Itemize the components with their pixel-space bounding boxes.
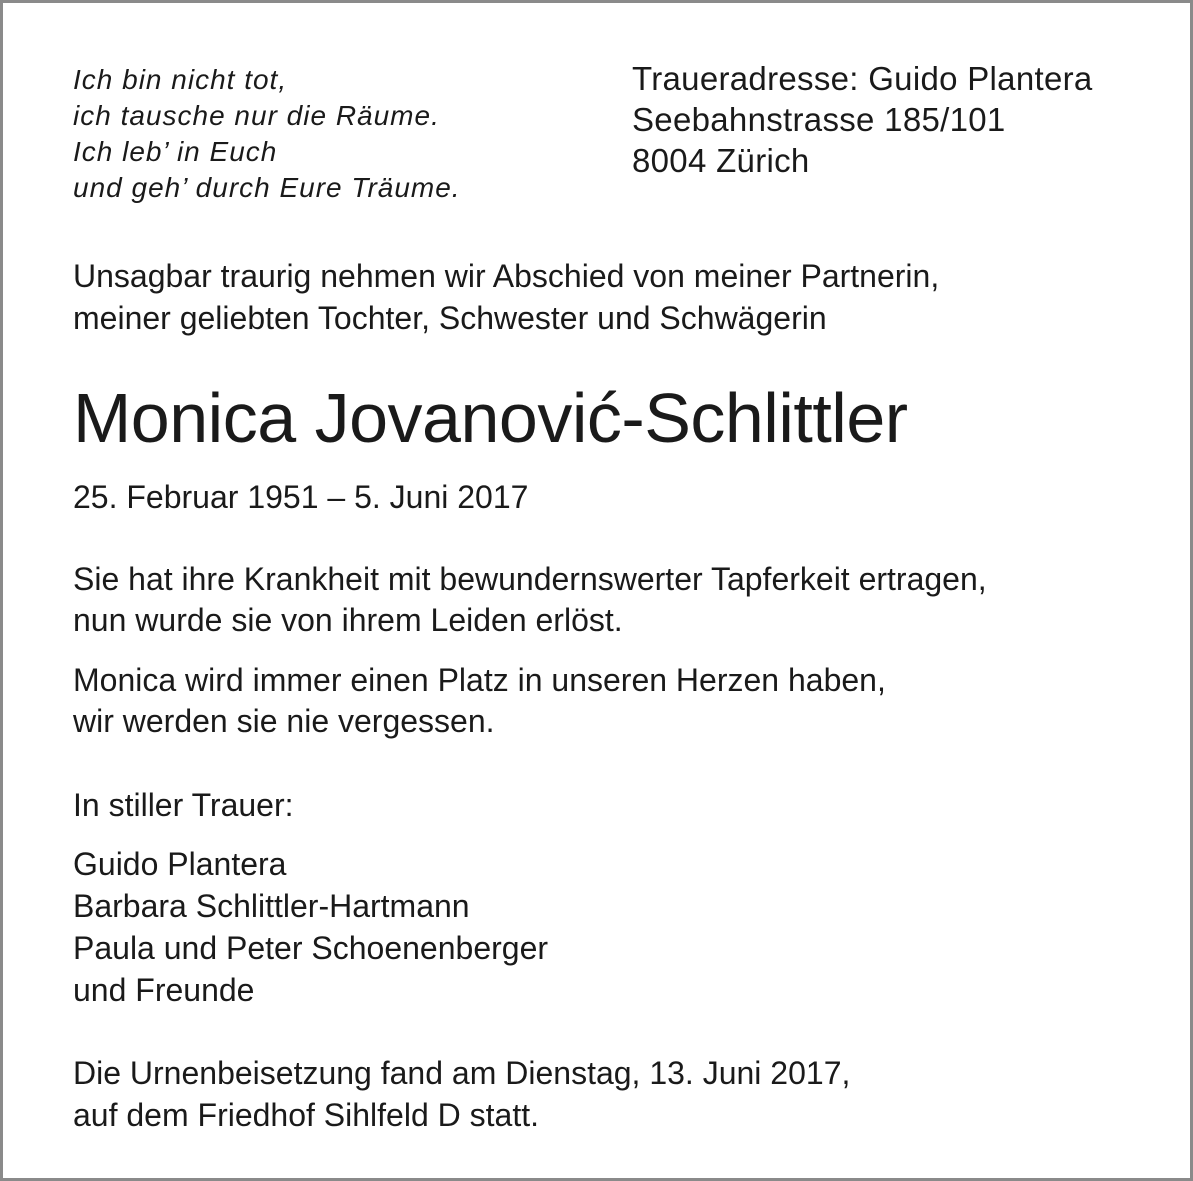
mourner-name: Barbara Schlittler-Hartmann xyxy=(73,888,470,924)
address-line: Seebahnstrasse 185/101 xyxy=(632,101,1006,138)
burial-line: auf dem Friedhof Sihlfeld D statt. xyxy=(73,1097,539,1133)
mourners-list xyxy=(73,843,548,1011)
deceased-name: Monica Jovanović-Schlittler xyxy=(73,379,908,457)
poem-line: und geh’ durch Eure Träume. xyxy=(73,172,461,203)
mourning-label: In stiller Trauer: xyxy=(73,787,294,823)
illness-paragraph xyxy=(73,559,987,641)
burial-line: Die Urnenbeisetzung fand am Dienstag, 13. Juni 2017, xyxy=(73,1055,851,1091)
intro-text xyxy=(73,255,939,339)
paragraph-line: Sie hat ihre Krankheit mit bewundernswerter Tapferkeit ertragen, xyxy=(73,561,987,597)
life-dates: 25. Februar 1951 – 5. Juni 2017 xyxy=(73,479,529,515)
poem-quote xyxy=(73,62,461,206)
paragraph-line: wir werden sie nie vergessen. xyxy=(73,703,495,739)
remembrance-paragraph xyxy=(73,660,886,742)
mourning-address xyxy=(632,58,1093,181)
paragraph-line: nun wurde sie von ihrem Leiden erlöst. xyxy=(73,602,623,638)
burial-info xyxy=(73,1052,850,1136)
paragraph-line: Monica wird immer einen Platz in unseren Herzen haben, xyxy=(73,662,886,698)
mourner-name: und Freunde xyxy=(73,972,255,1008)
poem-line: Ich bin nicht tot, xyxy=(73,64,288,95)
address-line: 8004 Zürich xyxy=(632,142,810,179)
mourner-name: Paula und Peter Schoenenberger xyxy=(73,930,549,966)
address-line: Traueradresse: Guido Plantera xyxy=(632,60,1093,97)
intro-line: meiner geliebten Tochter, Schwester und Schwägerin xyxy=(73,300,827,336)
poem-line: Ich leb’ in Euch xyxy=(73,136,278,167)
intro-line: Unsagbar traurig nehmen wir Abschied von meiner Partnerin, xyxy=(73,258,940,294)
poem-line: ich tausche nur die Räume. xyxy=(73,100,440,131)
mourner-name: Guido Plantera xyxy=(73,846,287,882)
